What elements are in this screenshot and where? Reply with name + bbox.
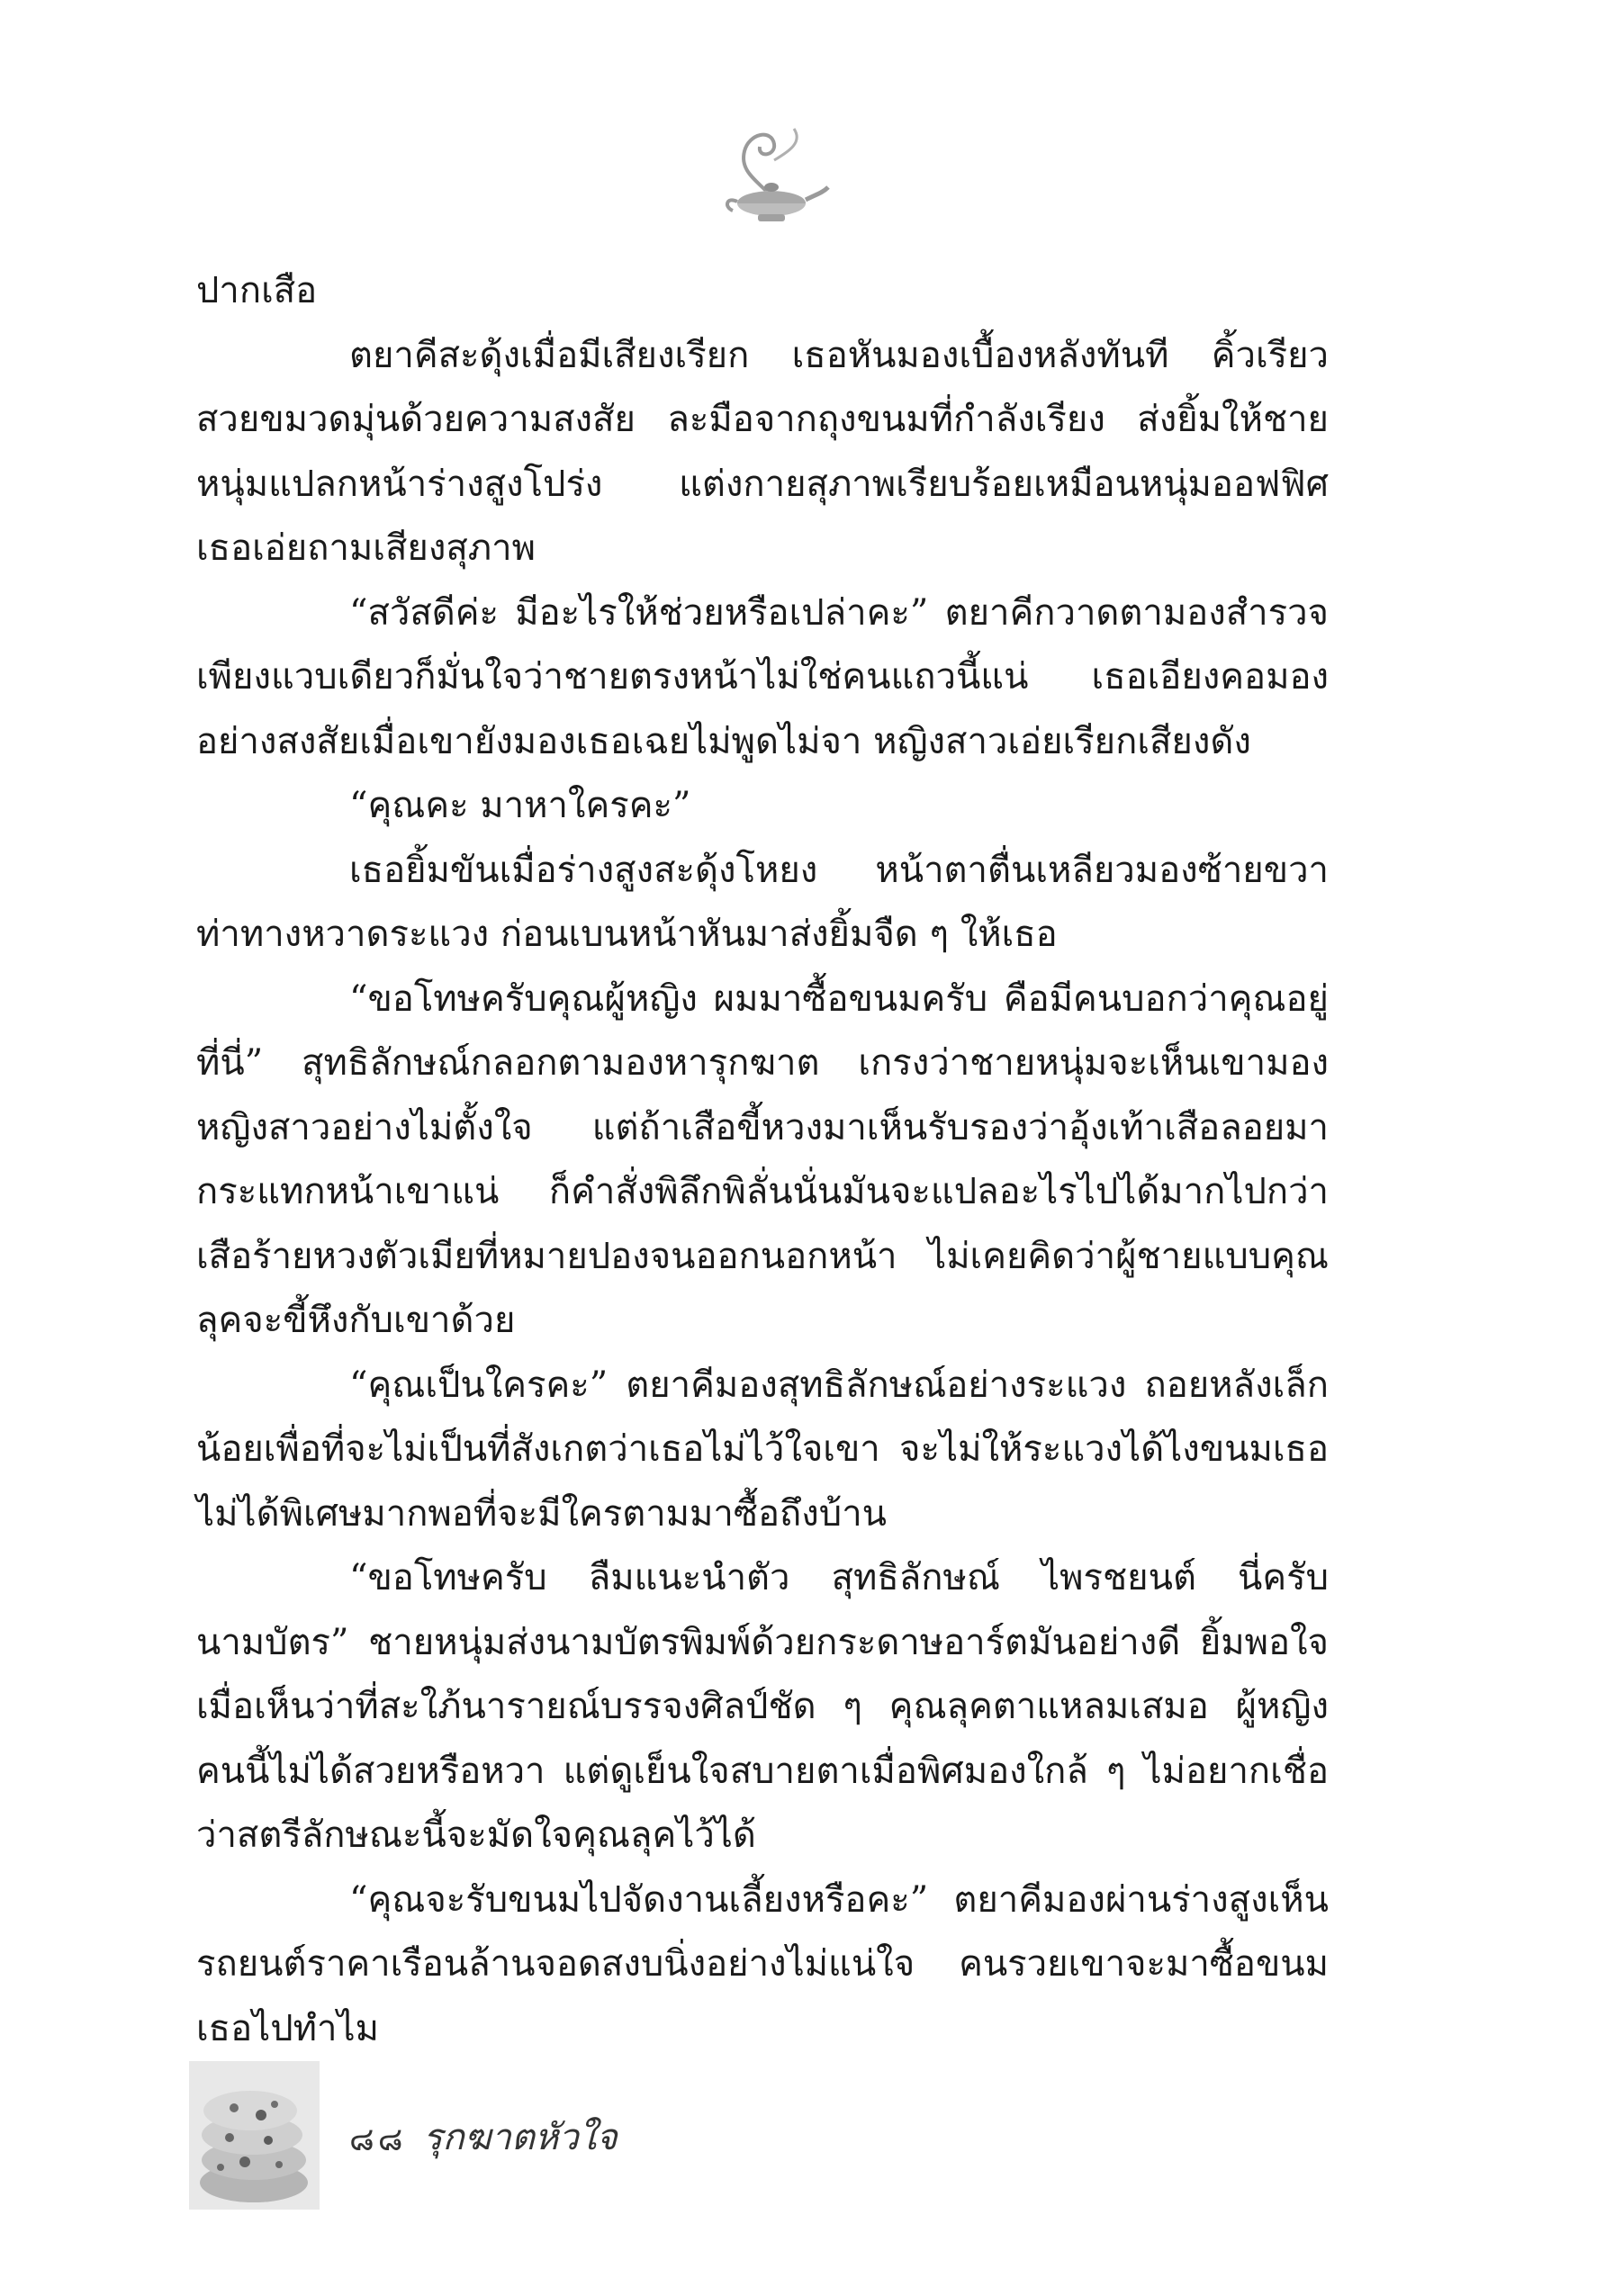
paragraph: “คุณเป็นใครคะ” ตยาคีมองสุทธิลักษณ์อย่างระแวง ถอยหลังเล็กน้อยเพื่อที่จะไม่เป็นที่สังเกตว่าเธอไม่ไว้ใจเขา จะไม่ให้ระแวงได้ไงขนมเธอไม่ได้พิเศษมากพอที่จะมีใครตามมาซื้อถึงบ้าน (196, 1364, 1329, 1535)
paragraph: “ขอโทษครับ ลืมแนะนำตัว สุทธิลักษณ์ ไพรชยนต์ นี่ครับนามบัตร” ชายหนุ่มส่งนามบัตรพิมพ์ด้วยกระดาษอาร์ตมันอย่างดี ยิ้มพอใจเมื่อเห็นว่าที่สะใภ้นารายณ์บรรจงศิลป์ชัด ๆ คุณลุคตาแหลมเสมอ ผู้หญิงคนนี้ไม่ได้สวยหรือหวา แต่ดูเย็นใจสบายตาเมื่อพิศมองใกล้ ๆ ไม่อยากเชื่อว่าสตรีลักษณะนี้จะมัดใจคุณลุคไว้ได้ (196, 1557, 1329, 1856)
paragraph: เธอยิ้มขันเมื่อร่างสูงสะดุ้งโหยง หน้าตาตื่นเหลียวมองซ้ายขวาท่าทางหวาดระแวง ก่อนเบนหน้าหันมาส่งยิ้มจืด ๆ ให้เธอ (196, 849, 1329, 955)
genie-lamp-icon (704, 106, 830, 232)
paragraph: “คุณจะรับขนมไปจัดงานเลี้ยงหรือคะ” ตยาคีมองผ่านร่างสูงเห็นรถยนต์ราคาเรือนล้านจอดสงบนิ่งอย่างไม่แน่ใจ คนรวยเขาจะมาซื้อขนมเธอไปทำไม (196, 1878, 1329, 2049)
page-footer (189, 2061, 729, 2214)
book-title: รุกฆาตหัวใจ (423, 2117, 618, 2158)
body-text (196, 259, 1329, 2061)
paragraph: “สวัสดีค่ะ มีอะไรให้ช่วยหรือเปล่าคะ” ตยาคีกวาดตามองสำรวจเพียงแวบเดียวก็มั่นใจว่าชายตรงหน้าไม่ใช่คนแถวนี้แน่ เธอเอียงคอมองอย่างสงสัยเมื่อเขายังมองเธอเฉยไม่พูดไม่จา หญิงสาวเอ่ยเรียกเสียงดัง (196, 591, 1329, 762)
paragraph: “ขอโทษครับคุณผู้หญิง ผมมาซื้อขนมครับ คือมีคนบอกว่าคุณอยู่ที่นี่” สุทธิลักษณ์กลอกตามองหารุกฆาต เกรงว่าชายหนุ่มจะเห็นเขามองหญิงสาวอย่างไม่ตั้งใจ แต่ถ้าเสือขี้หวงมาเห็นรับรองว่าอุ้งเท้าเสือลอยมากระแทกหน้าเขาแน่ ก็คำสั่งพิลึกพิลั่นนั่นมันจะแปลอะไรไปได้มากไปกว่าเสือร้ายหวงตัวเมียที่หมายปองจนออกนอกหน้า ไม่เคยคิดว่าผู้ชายแบบคุณลุคจะขี้หึงกับเขาด้วย (196, 977, 1329, 1341)
cookie-stack-icon (189, 2061, 320, 2210)
paragraph: “คุณคะ มาหาใครคะ” (349, 785, 691, 826)
paragraph: ตยาคีสะดุ้งเมื่อมีเสียงเรียก เธอหันมองเบื้องหลังทันที คิ้วเรียวสวยขมวดมุ่นด้วยความสงสัย ละมือจากถุงขนมที่กำลังเรียง ส่งยิ้มให้ชายหนุ่มแปลกหน้าร่างสูงโปร่ง แต่งกายสุภาพเรียบร้อยเหมือนหนุ่มออฟฟิศ เธอเอ่ยถามเสียงสุภาพ (196, 334, 1329, 569)
page-number: ๘๘ (349, 2121, 407, 2158)
paragraph: ปากเสือ (196, 270, 318, 311)
